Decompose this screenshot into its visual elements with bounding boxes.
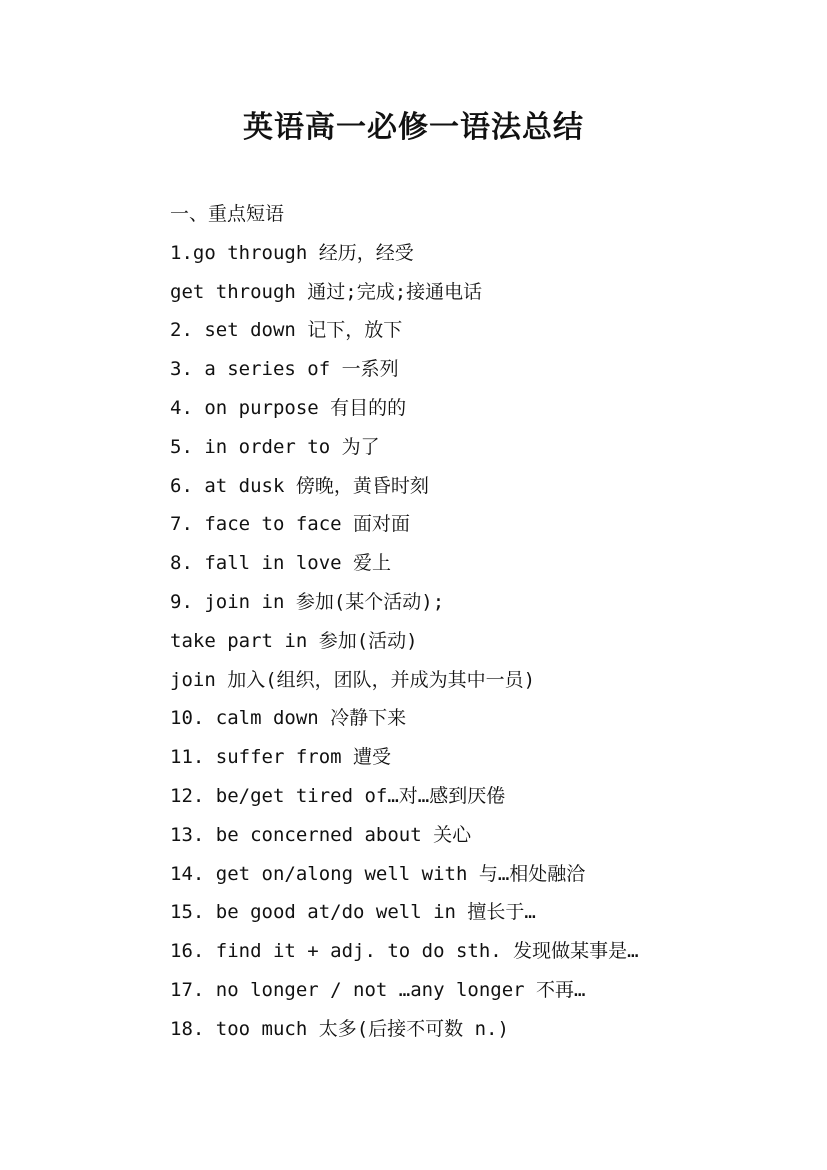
phrase-line: 12. be/get tired of…对…感到厌倦 (170, 784, 506, 807)
phrase-line: join 加入(组织，团队，并成为其中一员) (170, 668, 536, 691)
phrase-line: 9. join in 参加(某个活动); (170, 590, 445, 613)
phrase-line: 5. in order to 为了 (170, 435, 380, 458)
phrase-line: get through 通过;完成;接通电话 (170, 280, 483, 303)
phrase-line: 18. too much 太多(后接不可数 n.) (170, 1017, 509, 1040)
phrase-line: 2. set down 记下，放下 (170, 319, 403, 342)
phrase-line: 13. be concerned about 关心 (170, 823, 472, 846)
phrase-line: take part in 参加(活动) (170, 629, 418, 652)
phrase-line: 4. on purpose 有目的的 (170, 396, 407, 419)
phrase-line: 10. calm down 冷静下来 (170, 707, 407, 730)
phrase-line: 6. at dusk 傍晚，黄昏时刻 (170, 474, 429, 497)
document-title: 英语高一必修一语法总结 (243, 110, 584, 145)
document-body (170, 195, 790, 1049)
section-heading: 一、重点短语 (170, 203, 285, 225)
phrase-line: 8. fall in love 爱上 (170, 552, 392, 575)
phrase-line: 1.go through 经历，经受 (170, 241, 414, 264)
phrase-line: 17. no longer / not …any longer 不再… (170, 978, 586, 1001)
phrase-line: 3. a series of 一系列 (170, 358, 399, 381)
phrase-line: 15. be good at/do well in 擅长于… (170, 901, 536, 924)
phrase-line: 11. suffer from 遭受 (170, 746, 392, 769)
phrase-line: 7. face to face 面对面 (170, 513, 411, 536)
phrase-line: 16. find it + adj. to do sth. 发现做某事是… (170, 940, 639, 963)
phrase-line: 14. get on/along well with 与…相处融洽 (170, 862, 586, 885)
